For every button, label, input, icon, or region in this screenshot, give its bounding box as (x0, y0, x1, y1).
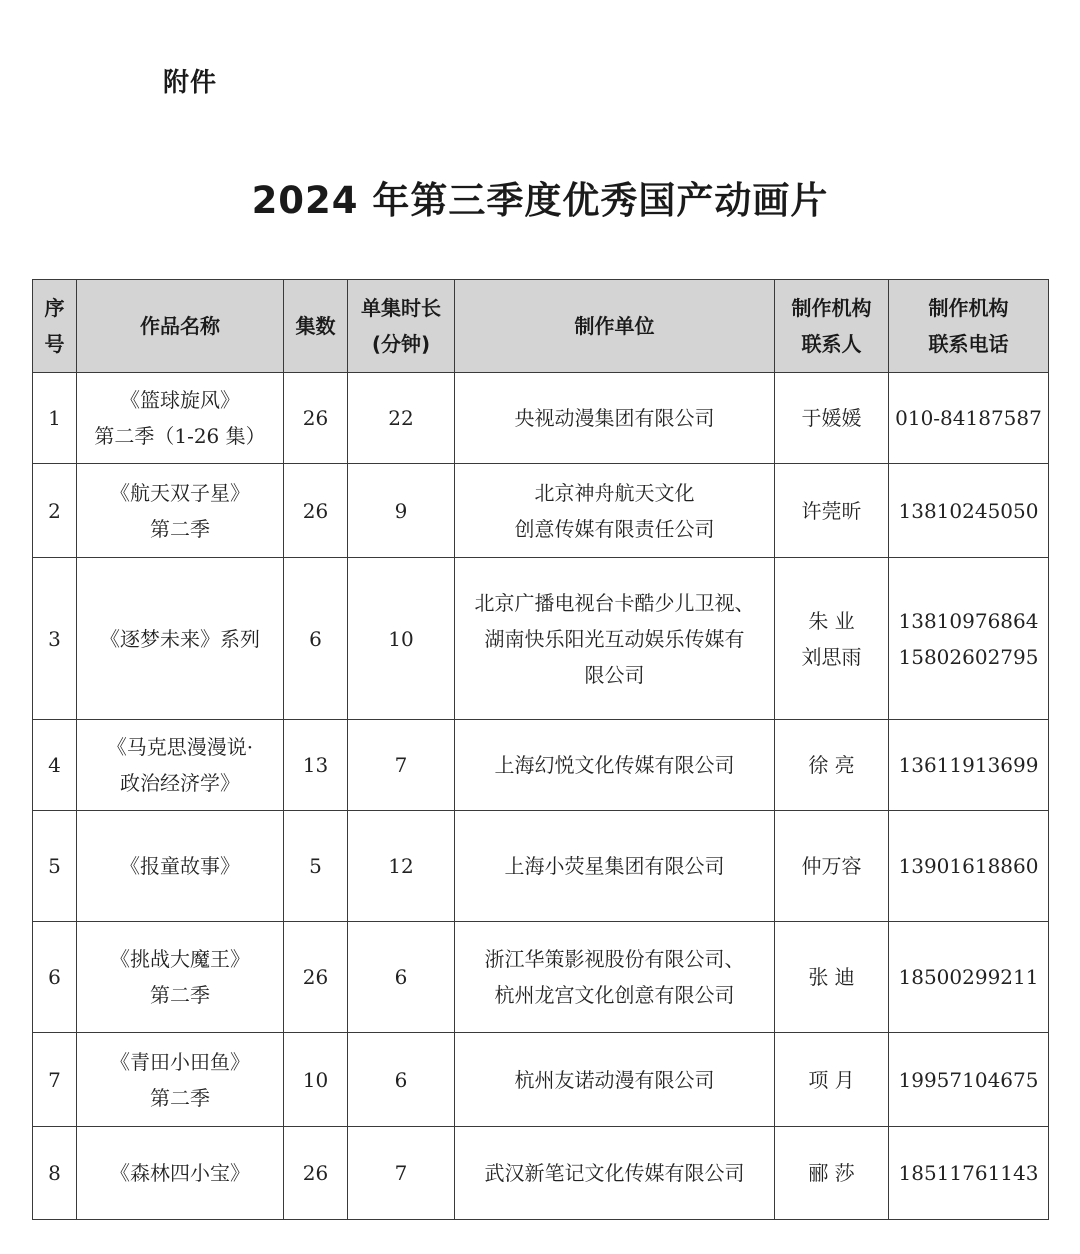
cell-phone: 13810976864 15802602795 (889, 558, 1049, 720)
header-producer: 制作单位 (455, 280, 775, 373)
table-row (33, 373, 1049, 464)
cell-contact: 徐 亮 (775, 720, 889, 811)
cell-producer: 北京神舟航天文化 创意传媒有限责任公司 (455, 464, 775, 558)
cell-phone: 18500299211 (889, 922, 1049, 1033)
cell-episodes: 26 (284, 1127, 348, 1220)
header-episodes: 集数 (284, 280, 348, 373)
cell-phone: 13611913699 (889, 720, 1049, 811)
cell-title: 《逐梦未来》系列 (77, 558, 284, 720)
table-row (33, 720, 1049, 811)
cell-episodes: 26 (284, 922, 348, 1033)
cell-producer: 武汉新笔记文化传媒有限公司 (455, 1127, 775, 1220)
header-title: 作品名称 (77, 280, 284, 373)
cell-title: 《森林四小宝》 (77, 1127, 284, 1220)
cell-phone: 18511761143 (889, 1127, 1049, 1220)
table-header-row (33, 280, 1049, 373)
table-row (33, 811, 1049, 922)
table-row (33, 464, 1049, 558)
header-phone: 制作机构 联系电话 (889, 280, 1049, 373)
cell-contact: 项 月 (775, 1033, 889, 1127)
cell-producer: 上海小荧星集团有限公司 (455, 811, 775, 922)
cell-producer: 上海幻悦文化传媒有限公司 (455, 720, 775, 811)
cell-episodes: 10 (284, 1033, 348, 1127)
header-no: 序 号 (33, 280, 77, 373)
cell-producer: 央视动漫集团有限公司 (455, 373, 775, 464)
cell-no: 5 (33, 811, 77, 922)
cell-episodes: 26 (284, 373, 348, 464)
cell-duration: 6 (348, 922, 455, 1033)
document-title: 2024 年第三季度优秀国产动画片 (251, 179, 829, 222)
cell-phone: 19957104675 (889, 1033, 1049, 1127)
header-contact: 制作机构 联系人 (775, 280, 889, 373)
cell-duration: 9 (348, 464, 455, 558)
cell-no: 4 (33, 720, 77, 811)
header-duration: 单集时长 (分钟) (348, 280, 455, 373)
cell-title: 《马克思漫漫说· 政治经济学》 (77, 720, 284, 811)
cell-phone: 13901618860 (889, 811, 1049, 922)
cell-duration: 10 (348, 558, 455, 720)
cell-contact: 张 迪 (775, 922, 889, 1033)
cell-title: 《挑战大魔王》 第二季 (77, 922, 284, 1033)
cell-duration: 12 (348, 811, 455, 922)
table-row (33, 558, 1049, 720)
cell-contact: 许莞昕 (775, 464, 889, 558)
cell-episodes: 13 (284, 720, 348, 811)
attachment-label: 附件 (163, 68, 218, 98)
cell-duration: 6 (348, 1033, 455, 1127)
cell-no: 6 (33, 922, 77, 1033)
cell-episodes: 6 (284, 558, 348, 720)
cell-episodes: 5 (284, 811, 348, 922)
cell-phone: 13810245050 (889, 464, 1049, 558)
cell-title: 《青田小田鱼》 第二季 (77, 1033, 284, 1127)
cell-no: 7 (33, 1033, 77, 1127)
cell-no: 8 (33, 1127, 77, 1220)
cell-contact: 于媛媛 (775, 373, 889, 464)
cell-title: 《报童故事》 (77, 811, 284, 922)
cell-no: 2 (33, 464, 77, 558)
table-row (33, 1033, 1049, 1127)
cell-producer: 北京广播电视台卡酷少儿卫视、 湖南快乐阳光互动娱乐传媒有 限公司 (455, 558, 775, 720)
cell-contact: 朱 业 刘思雨 (775, 558, 889, 720)
cell-contact: 郦 莎 (775, 1127, 889, 1220)
table-row (33, 1127, 1049, 1220)
cell-duration: 7 (348, 1127, 455, 1220)
cell-producer: 杭州友诺动漫有限公司 (455, 1033, 775, 1127)
cell-duration: 22 (348, 373, 455, 464)
cell-phone: 010-84187587 (889, 373, 1049, 464)
cell-producer: 浙江华策影视股份有限公司、 杭州龙宫文化创意有限公司 (455, 922, 775, 1033)
cell-duration: 7 (348, 720, 455, 811)
table-row (33, 922, 1049, 1033)
cell-title: 《航天双子星》 第二季 (77, 464, 284, 558)
cell-episodes: 26 (284, 464, 348, 558)
cell-contact: 仲万容 (775, 811, 889, 922)
animation-list-table (32, 279, 1049, 1220)
cell-no: 1 (33, 373, 77, 464)
cell-title: 《篮球旋风》 第二季（1-26 集） (77, 373, 284, 464)
cell-no: 3 (33, 558, 77, 720)
